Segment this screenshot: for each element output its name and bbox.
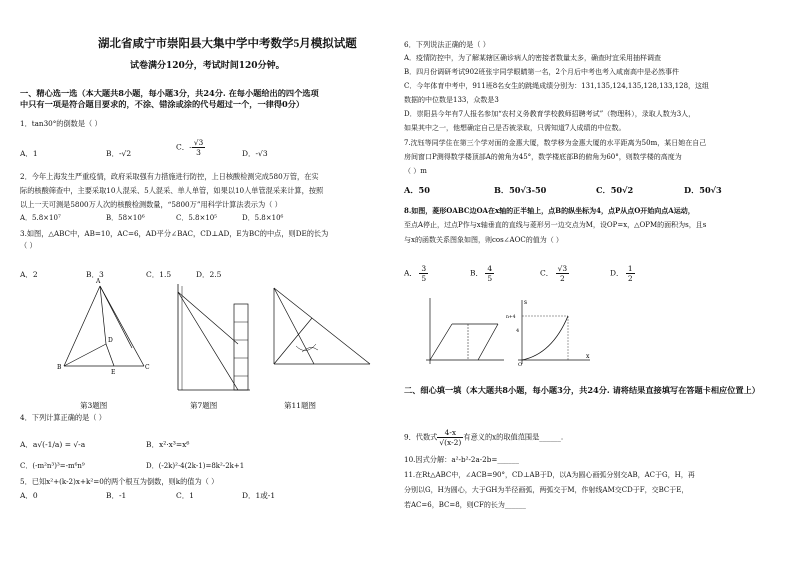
q7-option-c: C．50√2	[596, 185, 634, 195]
figure-q7	[178, 282, 258, 394]
q8-a-den: 5	[421, 274, 427, 283]
q7-option-a: A．50	[404, 185, 430, 195]
q6-option-b: B．四月份调研考试902班张宇同学眼睛第一名，2个月后中考也考入咸南高中是必然事件	[404, 68, 679, 76]
q1-c-fraction	[192, 138, 206, 157]
q2-option-d: D．5.8×10⁶	[242, 214, 284, 222]
q6-stem: 6．下列说法正确的是（ ）	[404, 40, 490, 49]
q5-option-d: D．1或-1	[242, 491, 276, 500]
fig3-label-e: E	[111, 369, 116, 376]
q1-option-c	[176, 138, 205, 157]
q3-option-a: A．2	[20, 270, 38, 279]
q6-option-c-line1: C．今年体育中考中，911班8名女生的跳绳成绩分别为：131,135,124,135,128,133,128，这组	[404, 82, 710, 90]
q8-a-num: 3	[421, 264, 427, 273]
q1-c-den: 3	[196, 148, 201, 157]
fig3-label-d: D	[108, 337, 113, 344]
q11-line2: 分别以G，H为圆心，大于GH为半径画弧，两弧交于M，作射线AM交CD于F，交BC于E，	[404, 486, 689, 494]
q9-prefix: 9．代数式	[404, 432, 438, 442]
q8-d-fraction	[626, 264, 635, 283]
q9-den: √(x-2)	[439, 438, 462, 447]
q8-line1: 8.如图，菱形OABC边OA在x轴的正半轴上，点B的纵坐标为4，点P从点O开始向点A运动，	[404, 206, 695, 215]
q6-option-a: A．疫情防控中，为了解某辖区确诊病人的密接者数量太多，确查时宜采用抽样调查	[404, 54, 662, 62]
q1-c-prefix: C．-	[176, 142, 192, 152]
q1-option-d: D．-√3	[242, 149, 268, 158]
q5-option-a: A．0	[20, 491, 38, 500]
q4-option-a: A．a√(-1/a) = √-a	[20, 440, 86, 449]
q1-c-num: √3	[193, 138, 204, 147]
q10-stem: 10.因式分解：a²-b²-2a-2b=______	[404, 455, 519, 464]
q8-d-den: 2	[627, 274, 633, 283]
q9-num: 4-x	[437, 428, 463, 438]
q8-b-num: 4	[487, 264, 493, 273]
caption-fig7: 第7题图	[190, 401, 218, 410]
q3-option-c: C．1.5	[146, 270, 172, 279]
q5-option-c: C．1	[176, 491, 195, 500]
q1-stem: 1．tan30°的倒数是（ ）	[20, 119, 102, 128]
page-title: 湖北省咸宁市崇阳县大集中学中考数学5月模拟试题	[98, 38, 357, 50]
q2-option-c: C．5.8×10⁵	[176, 214, 218, 222]
q3-stem-2: （ ）	[20, 241, 37, 250]
q8-b-den: 5	[487, 274, 493, 283]
caption-fig11: 第11题图	[284, 401, 317, 410]
q2-line3: 以上一天可测是5800万人次的核酸检测数量，“5800万”用科学计算法表示为（ ）	[20, 200, 282, 209]
q2-option-a: A．5.8×10⁷	[20, 214, 61, 222]
q8-option-a	[404, 264, 428, 283]
q6-option-d-line2: 如果其中之一，他想确定自己是否被录取，只需知道7人成绩的中位数。	[404, 124, 626, 132]
exam-subtitle: 试卷满分120分，考试时间120分钟。	[130, 61, 285, 71]
q4-stem: 4．下列计算正确的是（ ）	[20, 413, 106, 422]
q5-stem: 5．已知x²+(k-2)x+k²=0的两个根互为倒数，则k的值为（ ）	[20, 477, 219, 486]
q8-d-label: D．	[610, 268, 624, 278]
figure-q8	[422, 296, 592, 368]
q8-a-label: A．	[404, 268, 417, 278]
section2-heading: 二、细心填一填（本大题共8小题，每小题3分，共24分. 请将结果直接填写在答题卡相应位置上）	[404, 385, 760, 395]
figure-q3	[44, 278, 154, 376]
q8-b-fraction	[485, 264, 494, 283]
q8-graph-axis-y: s	[524, 299, 528, 306]
q9	[404, 428, 563, 447]
q2-line2: 际的核酸筛查中，主要采取10人混采、5人混采、单人单管，如果以10人单管混采来计算，按照	[20, 186, 324, 195]
q4-option-c: C．(-m²n³)³=-m⁶n⁹	[20, 462, 85, 470]
q8-graph-axis-x: x	[586, 353, 590, 360]
q1-option-b: B．-√2	[106, 149, 132, 158]
q7-option-b: B．50√3-50	[494, 185, 547, 195]
q8-c-num: √3	[557, 264, 568, 273]
q7-line1: 7.沈钰等同学住在第三个学对面的金惠大厦，数学移为金惠大厦的水平距离为50m，某日她在自己	[404, 139, 707, 147]
q8-line2: 至点A停止，过点P作与x轴垂直的直线与菱形另一边交点为M，设OP=x，△OPM的面积为s，且s	[404, 221, 707, 229]
fig3-label-a: A	[96, 278, 101, 285]
section1-heading	[20, 88, 392, 110]
q8-c-label: C．	[540, 268, 554, 278]
q3-stem: 3.如图，△ABC中，AB=10，AC=6，AD平分∠BAC，CD⊥AD，E为BC的中点，则DE的长为	[20, 229, 329, 238]
q8-line3: 与x的函数关系图象如图，则cos∠AOC的值为（ ）	[404, 236, 563, 244]
q9-suffix: 有意义的x的取值范围是______.	[463, 432, 564, 442]
q7-line3: （ ）m	[404, 167, 427, 175]
section1-heading-line2: 中只有一项是符合题目要求的，不涂、错涂或涂的代号超过一个，一律得0分）	[20, 99, 305, 109]
q11-line1: 11.在Rt△ABC中，∠ACB=90°，CD⊥AB于D，以A为圆心画弧分别交AB，AC于G，H，再	[404, 471, 695, 479]
q4-option-d: D．(-2k)²·4(2k-1)=8k²-2k+1	[146, 462, 245, 470]
q3-option-b: B．3	[86, 270, 104, 279]
q5-option-b: B．-1	[106, 491, 127, 500]
fig3-label-b: B	[57, 364, 62, 371]
fig3-label-c: C	[145, 364, 150, 371]
q2-option-b: B．58×10⁶	[106, 214, 145, 222]
q8-option-c	[540, 264, 569, 283]
q8-a-fraction	[419, 264, 428, 283]
q8-d-num: 1	[627, 264, 633, 273]
q8-c-den: 2	[560, 274, 565, 283]
q9-fraction	[437, 428, 463, 447]
q8-option-d	[610, 264, 635, 283]
q1-option-a: A．1	[20, 149, 38, 158]
q8-c-fraction	[556, 264, 570, 283]
q7-line2: 房间窗口P测得数学楼顶部A的俯角为45°，数学楼底部B的俯角为60°，则数学楼的高度为	[404, 153, 682, 161]
q2-line1: 2．今年上海发生严重疫情，政府采取强有力措施进行防控，上日核酸检测完成580万管，在实	[20, 172, 319, 181]
q6-option-d-line1: D．崇阳县今年有7人报名参加“农村义务教育学校教师招聘考试”（物理科），录取人数为3人，	[404, 110, 696, 118]
q8-graph-four: 4	[516, 328, 520, 334]
q3-option-d: D．2.5	[196, 270, 222, 279]
q4-option-b: B．x²·x³=x⁶	[146, 440, 190, 449]
q8-option-b	[470, 264, 494, 283]
figure-q11	[266, 286, 376, 368]
q6-option-c-line2: 数据的中位数是133，众数是3	[404, 96, 499, 104]
section1-heading-line1: 一、精心选一选（本大题共8小题，每小题3分，共24分. 在每小题给出的四个选项	[20, 88, 319, 98]
q7-option-d: D．50√3	[684, 185, 722, 195]
q8-graph-origin: O	[518, 362, 523, 368]
q8-b-label: B．	[470, 268, 484, 278]
caption-fig3: 第3题图	[80, 401, 108, 410]
q8-graph-n-label: n+4	[506, 315, 516, 320]
q11-line3: 若AC=6，BC=8，则CF的长为______	[404, 501, 526, 509]
